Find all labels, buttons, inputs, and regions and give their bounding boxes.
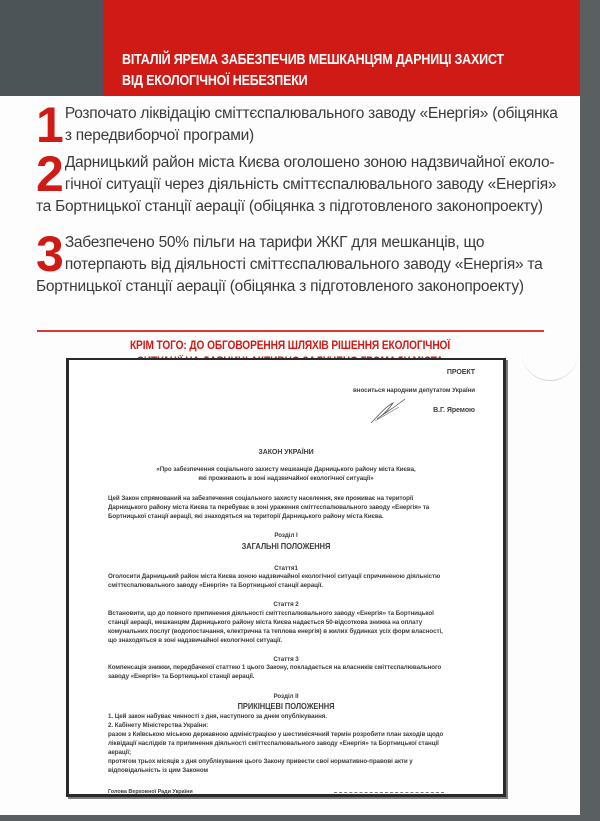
doc-final-line: 1. Цей закон набуває чинності з дня, наступного за днем опублікування. <box>108 713 328 720</box>
signature-icon <box>369 397 409 425</box>
item-number: 2 <box>36 146 64 202</box>
headline-line-1: ВІТАЛІЙ ЯРЕМА ЗАБЕЗПЕЧИВ МЕШКАНЦЯМ ДАРНИЦІ ЗАХИСТ <box>122 52 504 68</box>
doc-article-3-label: Стаття 3 <box>273 656 299 663</box>
doc-preamble-line: Бортницької станції аерації, які знаходяться на території Дарницького району міста Києва. <box>108 513 384 520</box>
doc-final-line: 2. Кабінету Міністерства України: <box>108 722 209 729</box>
doc-article-2-line: станції аерації, мешканцям Дарницького району міста Києва надається 50-відсоткова знижка на оплату <box>108 619 423 626</box>
item-text: Розпочато ліквідацію сміттєспалювального заводу «Енергія» (обіцянка з передвиборчої програми) <box>64 105 558 144</box>
doc-signature-line <box>334 792 444 793</box>
header-gray-block <box>0 0 103 96</box>
doc-section-2-title: ПРИКІНЦЕВІ ПОЛОЖЕННЯ <box>237 701 335 711</box>
doc-final-line: аерації; <box>108 749 132 756</box>
doc-author: В.Г. Яремою <box>433 407 475 414</box>
doc-article-2-label: Стаття 2 <box>273 601 299 608</box>
doc-label-project: ПРОЕКТ <box>446 369 475 376</box>
doc-final-line: разом з Київською міською державною адміністрацією у шестимісячний термін розробити план заходів щодо <box>108 731 444 738</box>
bottom-edge-strip <box>0 815 600 821</box>
header-red-band-edge <box>561 0 580 96</box>
doc-article-2-line: що знаходяться в зоні надзвичайної екологічної ситуації. <box>108 637 283 644</box>
achievement-item-3 <box>36 226 566 298</box>
doc-preamble-line: Цей Закон спрямований на забезпечення соціального захисту населення, яке проживає на території <box>108 495 414 502</box>
draft-law-document <box>66 358 506 797</box>
doc-section-1-title: ЗАГАЛЬНІ ПОЛОЖЕННЯ <box>241 541 331 551</box>
doc-article-2-line: Встановити, що до повного припинення діяльності сміттєспалювального заводу «Енергія» та Бортницької <box>108 610 434 617</box>
scan-artifact <box>522 345 578 381</box>
red-divider <box>37 330 544 332</box>
right-edge-strip <box>580 0 600 821</box>
doc-section-2-label: Розділ ІІ <box>273 693 299 700</box>
item-text: Забезпечено 50% пільги на тарифи ЖКГ для мешканців, що потерпають від діяльності сміттєспалювального заводу «Енергія» та Бортницької станції аерації (обіцянка з підготовленого законопроекту) <box>36 234 543 295</box>
doc-article-3-line: Компенсація знижки, передбаченої статтею 1 цього Закону, покладається на власників сміттєспалювального <box>108 664 442 671</box>
doc-law-title: ЗАКОН УКРАЇНИ <box>258 449 314 456</box>
achievement-item-1 <box>36 97 566 153</box>
doc-article-2-line: комунальних послуг (водопостачання, електрична та теплова енергія) в жилих будинках усіх форм власності, <box>108 628 443 635</box>
item-text: Дарницький район міста Києва оголошено зоною надзвичайної еколо-гічної ситуації через діяльність сміттєспалювального заводу «Енергія» та Бортницької станції аерації (обіцянка з підготовленого законопроекту) <box>36 154 557 215</box>
doc-article-1-line: сміттєспалювального заводу «Енергія» та Бортницької станції аерації. <box>108 582 323 589</box>
headline-line-2: ВІД ЕКОЛОГІЧНОЇ НЕБЕЗПЕКИ <box>122 73 308 89</box>
doc-final-line: ліквідації наслідків та припинення діяльності сміттєспалювального заводу «Енергія» та Бортницької станції <box>108 740 439 747</box>
doc-article-1-label: Стаття1 <box>274 565 298 572</box>
doc-article-1-line: Оголосити Дарницький район міста Києва зоною надзвичайної екологічної ситуації спричиненою діяльністю <box>108 573 441 580</box>
doc-preamble-line: Дарницького району міста Києва та перебуває в зоні ураження сміттєспалювального заводу «Енергія» та <box>108 504 430 511</box>
doc-signature-label: Голова Верховної Ради України <box>108 789 193 795</box>
doc-final-line: протягом трьох місяців з дня опублікування цього Закону привести свої нормативно-правові акти у <box>108 758 413 765</box>
doc-law-name-1: «Про забезпечення соціального захисту мешканців Дарницького району міста Києва, <box>156 466 416 473</box>
item-number: 1 <box>36 97 64 153</box>
doc-section-1-label: Розділ І <box>274 532 298 539</box>
doc-final-line: відповідальність із цим Законом <box>108 767 209 774</box>
doc-submitted-by: вноситься народним депутатом України <box>353 387 475 394</box>
subheading-line-1: КРІМ ТОГО: ДО ОБГОВОРЕННЯ ШЛЯХІВ РІШЕННЯ ЕКОЛОГІЧНОЇ <box>129 340 451 352</box>
headline <box>122 50 504 92</box>
item-number: 3 <box>36 226 64 282</box>
achievement-item-2 <box>36 146 566 218</box>
doc-law-name-2: які проживають в зоні надзвичайної екологічної ситуації» <box>198 475 374 482</box>
doc-article-3-line: заводу «Енергія» та Бортницької станції аерації. <box>108 673 255 680</box>
